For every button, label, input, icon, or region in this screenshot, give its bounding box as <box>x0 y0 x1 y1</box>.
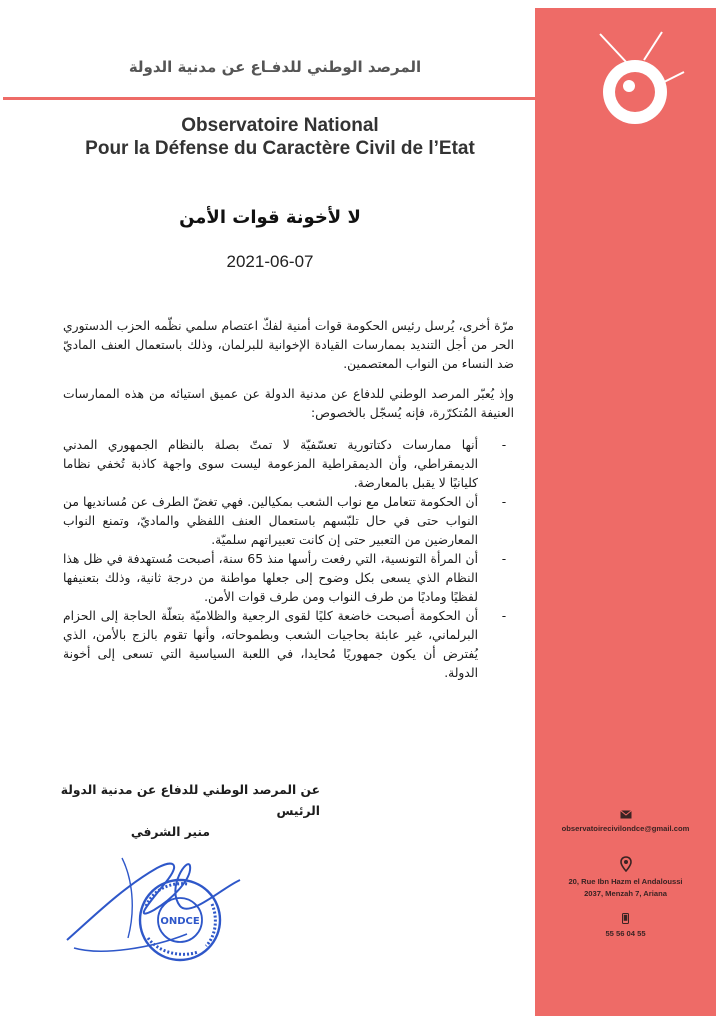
contact-phone-block <box>535 913 716 940</box>
header-french-line2: Pour la Défense du Caractère Civil de l’Etat <box>85 138 475 159</box>
signature-name: منير الشرفي <box>130 825 210 839</box>
header-french-line1: Observatoire National <box>181 115 379 136</box>
signature-role: الرئيس <box>276 804 320 818</box>
contact-address-block <box>535 856 716 900</box>
contact-phone[interactable]: 55 56 04 55 <box>605 929 646 938</box>
list-marker: - <box>501 552 507 566</box>
stamp-center-text: ONDCE <box>160 916 200 927</box>
signature-block <box>60 780 320 843</box>
mobile-phone-icon <box>622 913 629 924</box>
sidebar <box>535 8 716 1016</box>
findings-list <box>63 436 514 683</box>
list-item-text: أن المرأة التونسية، التي رفعت رأسها منذ 65 سنة، أصبحت مُستهدفة في ظل هذا النظام الذي يسعى بكل وضوح إلى جعلها مواطنة من درجة ثانية، وذلك بتعنيفها لفظيًا وماديًا من طرف النواب ومن طرف قوات الأمن. <box>63 552 478 604</box>
contact-address-line1: 20, Rue Ibn Hazm el Andaloussi <box>568 877 683 886</box>
list-item <box>63 550 514 607</box>
contact-address-line2: 2037, Menzah 7, Ariana <box>584 889 667 898</box>
header-divider <box>3 97 535 100</box>
list-item-text: أن الحكومة أصبحت خاضعة كليًا لقوى الرجعية والظلاميّة بتعلّة الحاجة إلى الحزام البرلماني، غير عابئة بحاجيات الشعب وبطموحاته، وأنها تقوم بالزج بالأمن، الذي يُفترض أن يكون جمهوريًا مُحايدا، في اللعبة السياسية التي تسعى إلى أخونة الدولة. <box>63 609 478 680</box>
official-stamp <box>62 848 262 968</box>
list-marker: - <box>501 609 507 623</box>
list-item-text: أنها ممارسات دكتاتورية تعسّفيّة لا تمتّ بصلة بالنظام الجمهوري المدني الديمقراطي، وأن الديمقراطية المزعومة ليست سوى واجهة كاذبة تُخفي نظاما كليانيًا لا يقبل بالمعارضة. <box>63 438 478 490</box>
header-arabic-org-name: المرصد الوطني للدفـاع عن مدنية الدولة <box>128 58 422 76</box>
list-item <box>63 607 514 683</box>
logo-icon <box>580 26 690 136</box>
list-marker: - <box>501 438 507 452</box>
list-item-text: أن الحكومة تتعامل مع نواب الشعب بمكيالين. فهي تغضّ الطرف عن مُسانديها من النواب حتى في حال تلبّسهم باستعمال العنف اللفظي والماديّ، وتمنع النواب المعارضين من التعبير حتى إن كانت تعبيراتهم سلميّة. <box>63 495 478 547</box>
contact-email-block <box>535 810 716 835</box>
document-date: 2021-06-07 <box>226 252 314 271</box>
list-item <box>63 436 514 493</box>
list-item <box>63 493 514 550</box>
list-marker: - <box>501 495 507 509</box>
header-french-org-name <box>40 114 520 160</box>
signature-org-line: عن المرصد الوطني للدفاع عن مدنية الدولة <box>60 783 320 797</box>
paragraph-2: وإذ يُعبّر المرصد الوطني للدفاع عن مدنية الدولة عن عميق استيائه من هذه الممارسات العنيفة المُتكرّرة، فإنه يُسجّل بالخصوص: <box>63 387 514 420</box>
contact-email[interactable]: observatoirecivilondce@gmail.com <box>561 824 690 833</box>
document-title: لا لأخونة قوات الأمن <box>179 207 361 228</box>
paragraph-1: مرّة أخرى، يُرسل رئيس الحكومة قوات أمنية لفكّ اعتصام سلمي نظّمه الحزب الدستوري الحر من أجل التنديد بممارسات القيادة الإخوانية للبرلمان، وذلك باستعمال العنف الماديّ ضد النساء من النواب المعتصمين. <box>63 319 514 371</box>
map-pin-icon <box>620 856 632 872</box>
envelope-icon <box>620 810 632 819</box>
